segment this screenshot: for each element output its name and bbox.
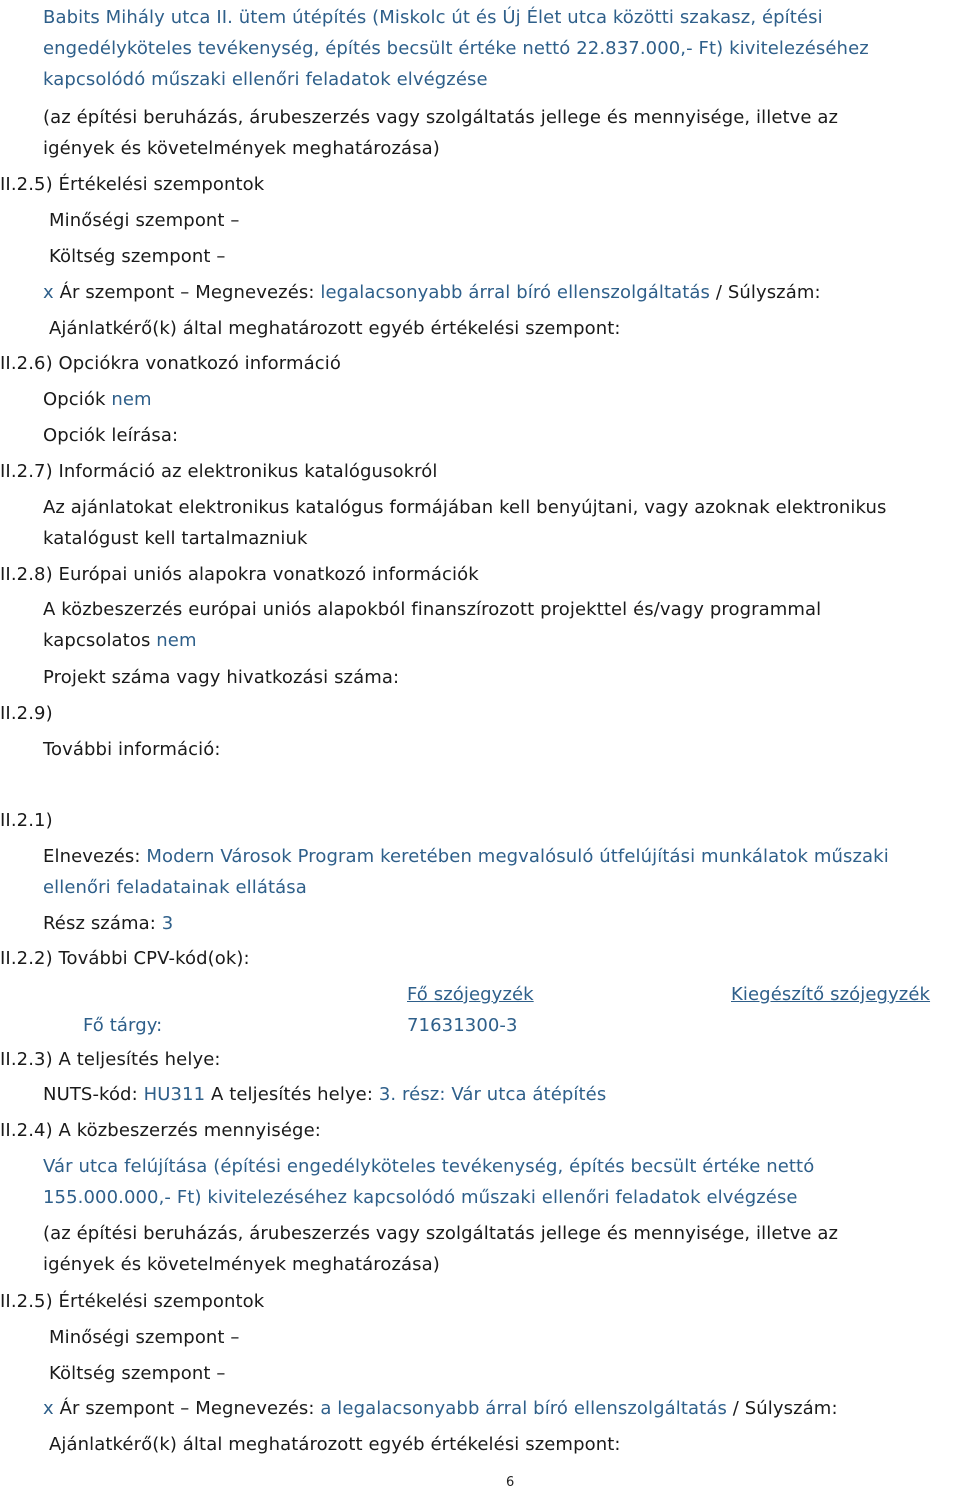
weight-label: / Súlyszám: <box>732 1398 838 1419</box>
options-value: nem <box>111 389 152 410</box>
other-criteria: Ajánlatkérő(k) által meghatározott egyéb értékelési szempont: <box>49 318 621 339</box>
nuts-value: HU311 <box>143 1084 206 1105</box>
page-number: 6 <box>506 1475 515 1490</box>
scope-note: igények és követelmények meghatározása) <box>43 1254 440 1275</box>
section-heading-eu-funds: II.2.8) Európai uniós alapokra vonatkozó információk <box>0 564 479 585</box>
catalog-text: Az ajánlatokat elektronikus katalógus formájában kell benyújtani, vagy azoknak elektronikus <box>43 497 887 518</box>
place-value: 3. rész: Vár utca átépítés <box>378 1084 607 1105</box>
price-criterion-row <box>43 282 821 304</box>
cost-criterion: Költség szempont – <box>49 246 226 267</box>
section-heading-additional: II.2.9) <box>0 703 53 724</box>
price-mark: x <box>43 282 54 303</box>
place-label: A teljesítés helye: <box>210 1084 374 1105</box>
scope-note: (az építési beruházás, árubeszerzés vagy szolgáltatás jellege és mennyisége, illetve az <box>43 107 839 128</box>
description-line: kapcsolódó műszaki ellenőri feladatok elvégzése <box>43 69 488 90</box>
project-number-label: Projekt száma vagy hivatkozási száma: <box>43 667 400 688</box>
description-line: engedélyköteles tevékenység, építés becsült értéke nettó 22.837.000,- Ft) kivitelezéséhez <box>43 38 869 59</box>
section-heading-catalog: II.2.7) Információ az elektronikus katalógusokról <box>0 461 438 482</box>
eu-funds-row <box>43 630 197 652</box>
price-mark: x <box>43 1398 54 1419</box>
cpv-main-vocabulary-header: Fő szójegyzék <box>407 984 534 1005</box>
part-number-value: 3 <box>161 913 174 934</box>
price-value: a legalacsonyabb árral bíró ellenszolgáltatás <box>320 1398 727 1419</box>
price-value: legalacsonyabb árral bíró ellenszolgáltatás <box>320 282 710 303</box>
quality-criterion: Minőségi szempont – <box>49 210 240 231</box>
eu-funds-value: nem <box>156 630 197 651</box>
section-heading-criteria: II.2.5) Értékelési szempontok <box>0 1291 265 1312</box>
section-heading-title: II.2.1) <box>0 810 53 831</box>
section-heading-criteria: II.2.5) Értékelési szempontok <box>0 174 265 195</box>
part-number-label: Rész száma: <box>43 913 156 934</box>
quality-criterion: Minőségi szempont – <box>49 1327 240 1348</box>
section-heading-quantity: II.2.4) A közbeszerzés mennyisége: <box>0 1120 321 1141</box>
description-line: Babits Mihály utca II. ütem útépítés (Miskolc út és Új Élet utca közötti szakasz, építési <box>43 7 823 28</box>
cpv-main-subject-label: Fő tárgy: <box>83 1015 163 1036</box>
quantity-text: 155.000.000,- Ft) kivitelezéséhez kapcsolódó műszaki ellenőri feladatok elvégzése <box>43 1187 798 1208</box>
title-value: ellenőri feladatainak ellátása <box>43 877 307 898</box>
weight-label: / Súlyszám: <box>715 282 821 303</box>
section-heading-cpv: II.2.2) További CPV-kód(ok): <box>0 948 250 969</box>
catalog-text: katalógust kell tartalmazniuk <box>43 528 308 549</box>
quantity-text: Vár utca felújítása (építési engedélyköteles tevékenység, építés becsült értéke nettó <box>43 1156 815 1177</box>
price-criterion-row <box>43 1398 838 1420</box>
section-heading-options: II.2.6) Opciókra vonatkozó információ <box>0 353 341 374</box>
options-label: Opciók <box>43 389 106 410</box>
title-label: Elnevezés: <box>43 846 141 867</box>
part-number-row <box>43 913 173 935</box>
cpv-supplementary-vocabulary-header: Kiegészítő szójegyzék <box>731 984 931 1005</box>
title-value: Modern Városok Program keretében megvalósuló útfelújítási munkálatok műszaki <box>146 846 889 867</box>
eu-funds-label: kapcsolatos <box>43 630 151 651</box>
price-label: Ár szempont – Megnevezés: <box>59 1398 315 1419</box>
cpv-main-code: 71631300-3 <box>407 1015 518 1036</box>
title-row <box>43 846 889 868</box>
scope-note: (az építési beruházás, árubeszerzés vagy szolgáltatás jellege és mennyisége, illetve az <box>43 1223 839 1244</box>
scope-note: igények és követelmények meghatározása) <box>43 138 440 159</box>
additional-info-label: További információ: <box>43 739 221 760</box>
price-label: Ár szempont – Megnevezés: <box>59 282 315 303</box>
eu-funds-text: A közbeszerzés európai uniós alapokból finanszírozott projekttel és/vagy programmal <box>43 599 822 620</box>
section-heading-place: II.2.3) A teljesítés helye: <box>0 1049 221 1070</box>
cost-criterion: Költség szempont – <box>49 1363 226 1384</box>
options-description-label: Opciók leírása: <box>43 425 179 446</box>
options-row <box>43 389 152 411</box>
other-criteria: Ajánlatkérő(k) által meghatározott egyéb értékelési szempont: <box>49 1434 621 1455</box>
place-row <box>43 1084 606 1106</box>
nuts-label: NUTS-kód: <box>43 1084 138 1105</box>
